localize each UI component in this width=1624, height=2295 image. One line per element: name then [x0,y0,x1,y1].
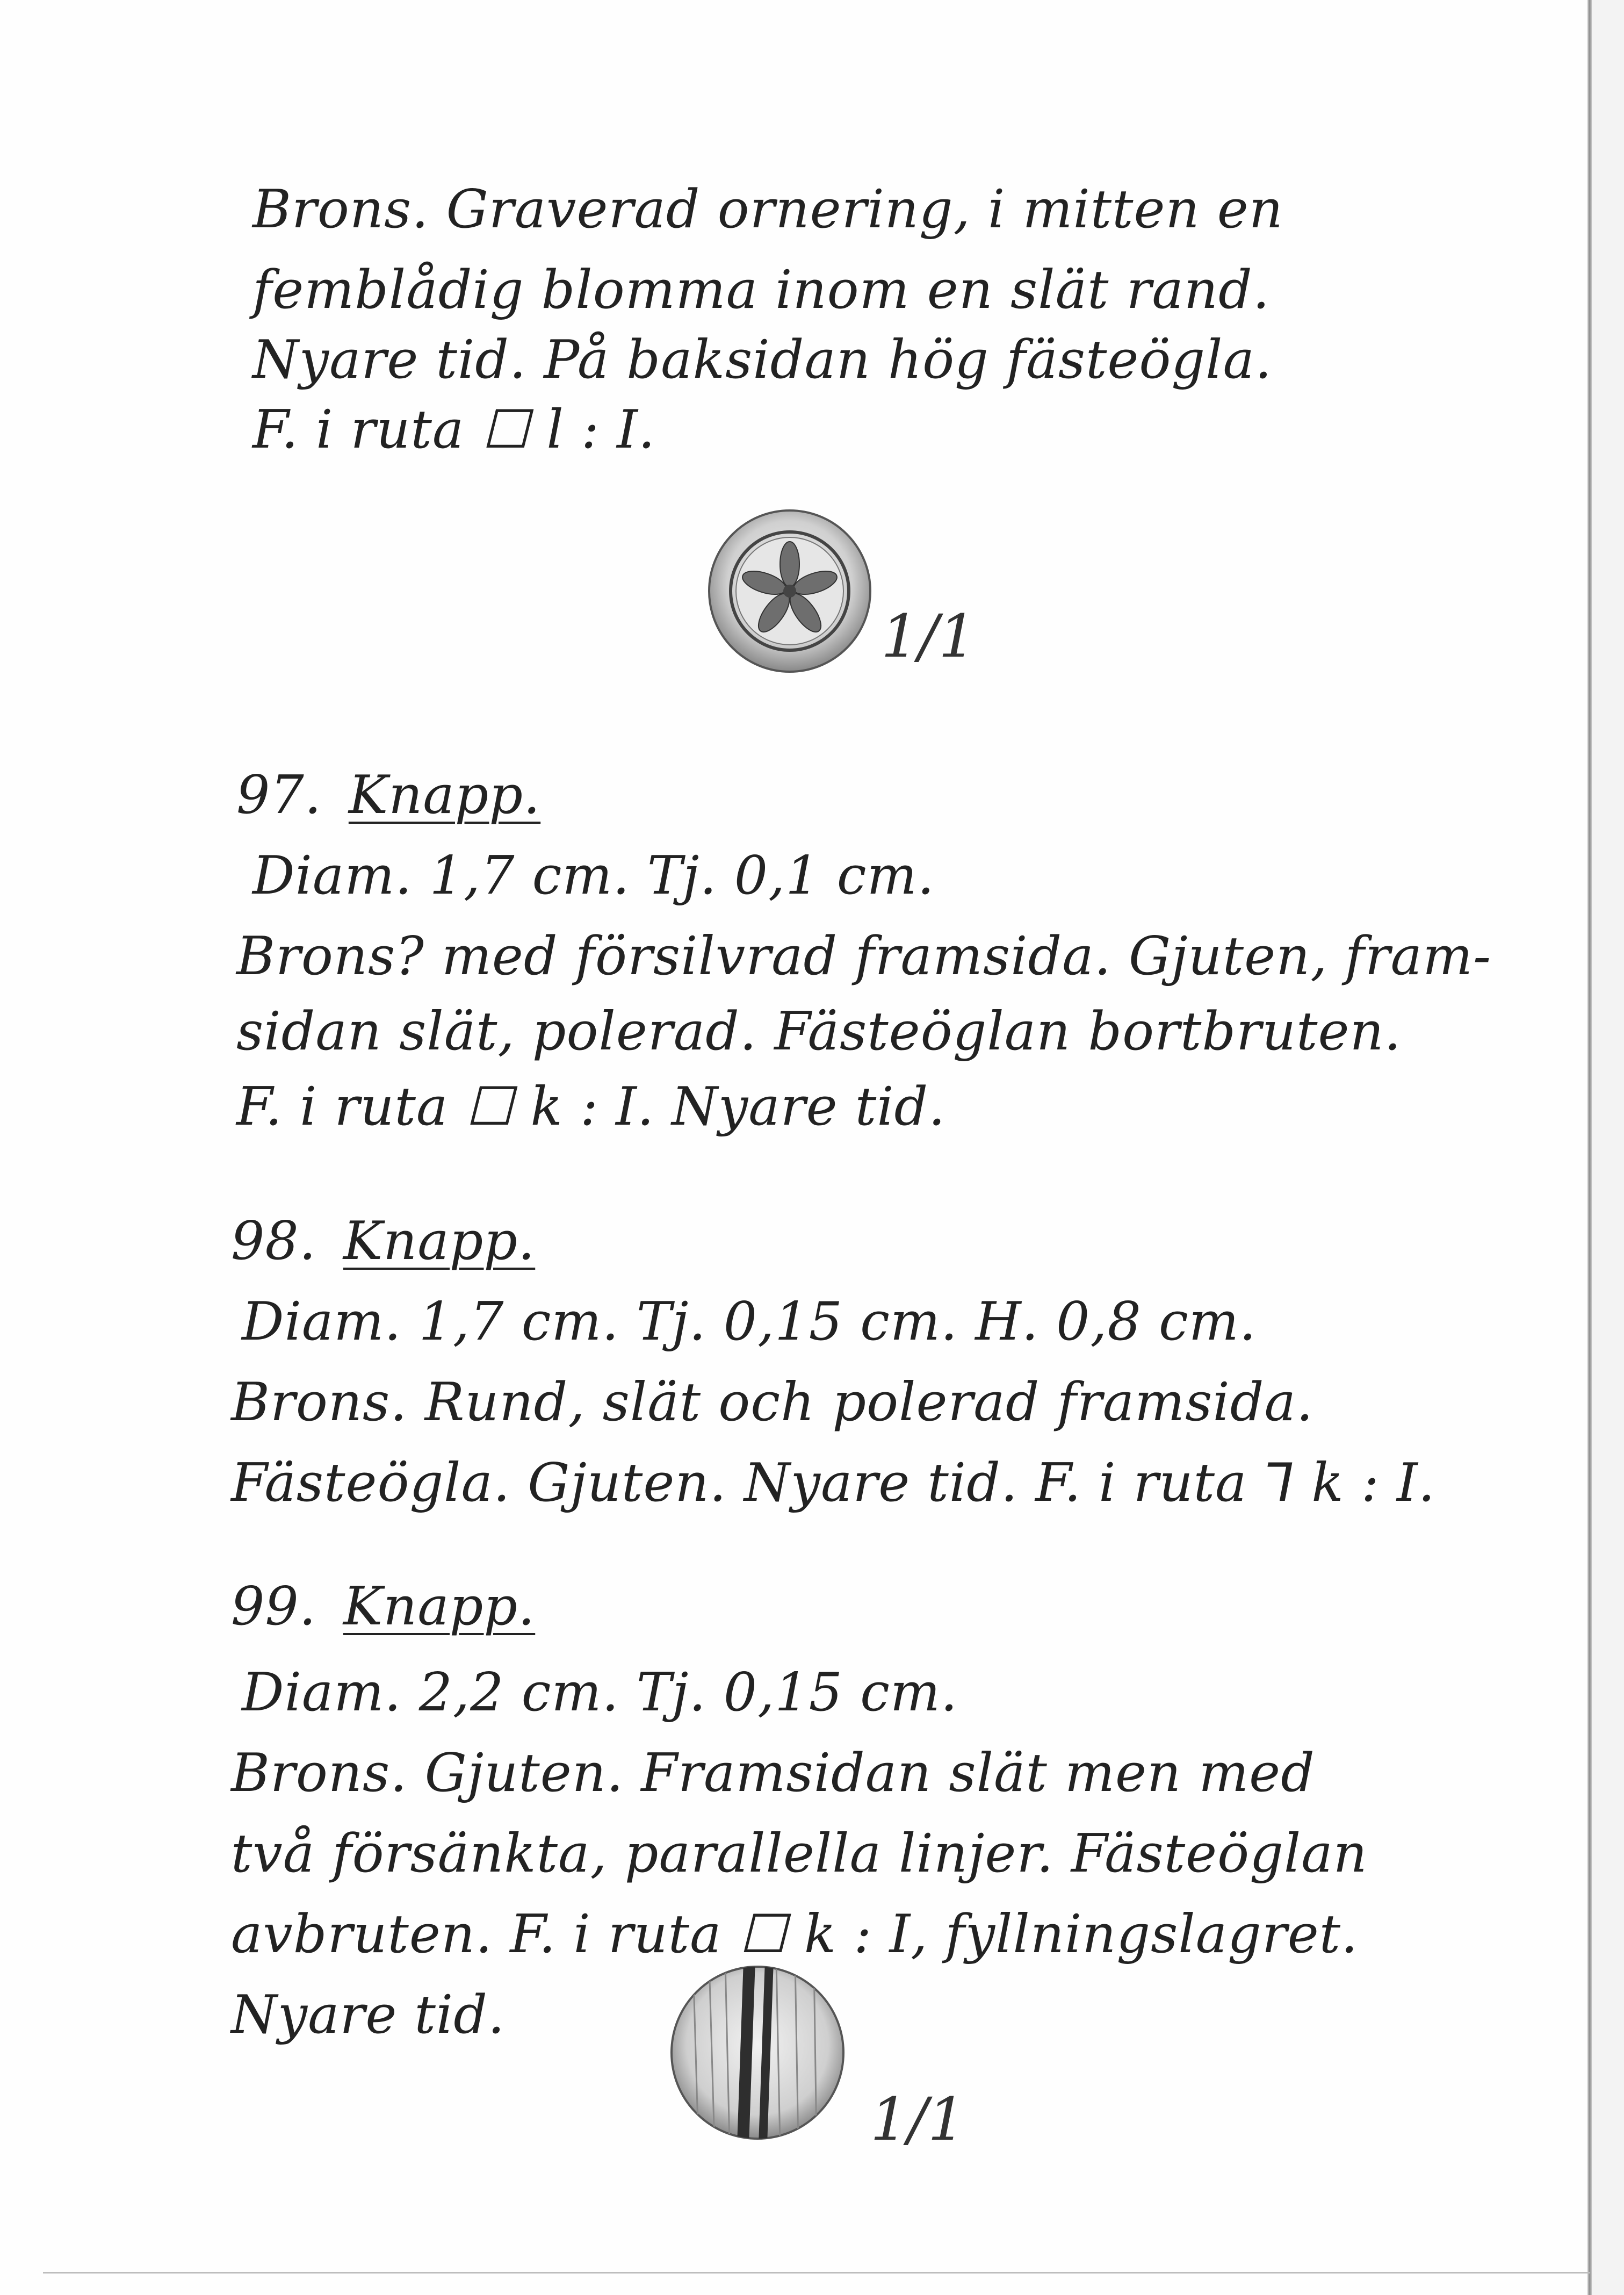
entry-98-line-1: Diam. 1,7 cm. Tj. 0,15 cm. H. 0,8 cm. [242,1291,1257,1352]
entry-99-number: 99. [231,1576,316,1637]
entry-97-line-3: sidan slät, polerad. Fästeöglan bortbruten. [236,1001,1402,1062]
top-line-3: Nyare tid. På baksidan hög fästeögla. [252,329,1273,391]
entry-99-line-3: två försänkta, parallella linjer. Fästeöglan [231,1823,1368,1884]
page-margin-right [1592,0,1624,2295]
entry-97-title: Knapp. [348,765,541,826]
entry-97-heading [236,763,540,828]
entry-98-line-2: Brons. Rund, slät och polerad framsida. [231,1372,1314,1433]
top-line-2: femblådig blomma inom en slät rand. [252,260,1270,321]
button-grooved-sketch [661,1956,854,2149]
entry-99-title: Knapp. [343,1576,536,1637]
entry-98-line-3: Fästeögla. Gjuten. Nyare tid. F. i ruta ⅂ k : I. [231,1452,1435,1514]
entry-99-line-2: Brons. Gjuten. Framsidan slät men med [231,1743,1315,1804]
entry-98-heading [231,1209,535,1274]
entry-97-line-2: Brons? med försilvrad framsida. Gjuten, fram- [236,926,1492,987]
entry-97-line-1: Diam. 1,7 cm. Tj. 0,1 cm. [252,845,935,907]
entry-99-line-4: avbruten. F. i ruta ☐ k : I, fyllningslagret. [231,1904,1359,1965]
scale-mark-1: 1/1 [881,602,977,671]
top-line-1: Brons. Graverad ornering, i mitten en [252,179,1283,240]
entry-98-title: Knapp. [343,1211,536,1272]
entry-97-line-4: F. i ruta ☐ k : I. Nyare tid. [236,1076,946,1138]
button-flower-sketch [698,500,881,682]
entry-98-number: 98. [231,1211,316,1272]
page-bottom-edge [43,2272,1590,2274]
entry-99-line-1: Diam. 2,2 cm. Tj. 0,15 cm. [242,1662,958,1723]
entry-97-number: 97. [236,765,322,826]
top-line-4: F. i ruta ☐ l : I. [252,399,655,461]
scale-mark-2: 1/1 [870,2085,966,2154]
entry-99-line-5: Nyare tid. [231,1984,506,2046]
page-edge-shadow [1587,0,1592,2295]
entry-99-heading [231,1574,535,1639]
